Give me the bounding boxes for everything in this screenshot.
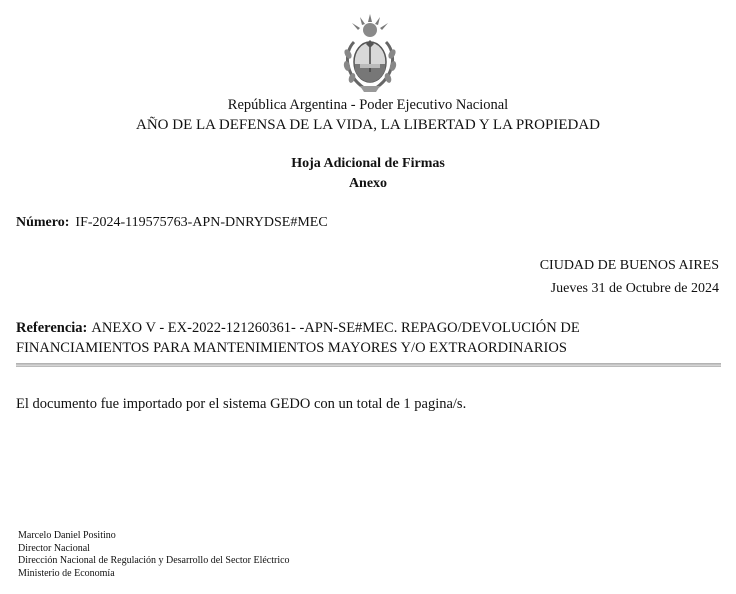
signer-name: Marcelo Daniel Positino <box>18 530 116 541</box>
argentina-coat-of-arms-icon <box>334 12 406 96</box>
document-date: Jueves 31 de Octubre de 2024 <box>550 281 719 296</box>
signer-office: Dirección Nacional de Regulación y Desarrollo del Sector Eléctrico <box>18 555 290 566</box>
header-year-motto: AÑO DE LA DEFENSA DE LA VIDA, LA LIBERTAD Y LA PROPIEDAD <box>135 117 600 133</box>
document-reference <box>16 318 716 358</box>
document-city: CIUDAD DE BUENOS AIRES <box>539 258 719 273</box>
document-number-label: Número: <box>16 215 70 230</box>
reference-label: Referencia: <box>16 320 88 336</box>
document-number-value: IF-2024-119575763-APN-DNRYDSE#MEC <box>75 215 328 230</box>
header-government: República Argentina - Poder Ejecutivo Nacional <box>227 97 509 113</box>
signature-block <box>18 530 290 580</box>
horizontal-divider <box>16 363 721 367</box>
document-body-text: El documento fue importado por el sistema GEDO con un total de 1 pagina/s. <box>16 396 467 412</box>
document-subtitle: Anexo <box>348 176 388 191</box>
signer-ministry: Ministerio de Economía <box>18 567 115 579</box>
reference-value: ANEXO V - EX-2022-121260361- -APN-SE#MEC. REPAGO/DEVOLUCIÓN DE FINANCIAMIENTOS PARA MANTENIMIENTOS MAYORES Y/O EXTRAORDINARIOS <box>16 320 580 356</box>
document-number <box>16 215 328 231</box>
document-title: Hoja Adicional de Firmas <box>291 156 445 171</box>
signer-position: Director Nacional <box>18 542 90 554</box>
